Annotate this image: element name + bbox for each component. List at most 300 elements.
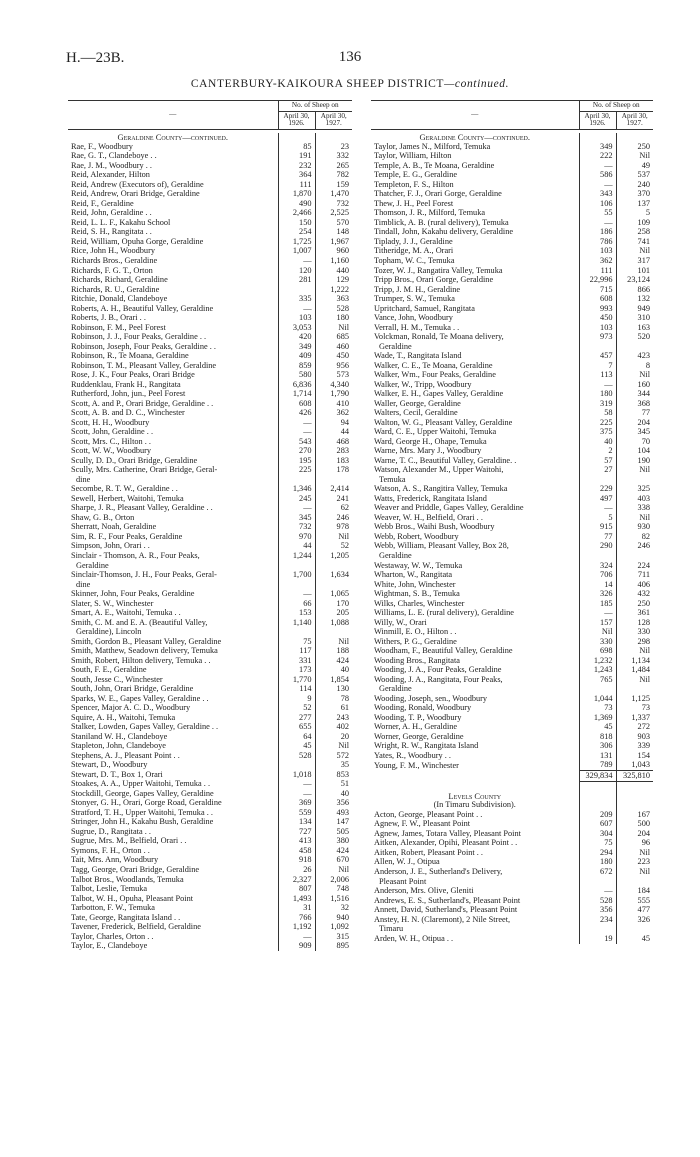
table-row	[371, 313, 653, 323]
sheep-1927: 2,414	[315, 485, 352, 495]
holder-name: Trumper, S. W., Temuka	[374, 294, 455, 304]
table-row	[371, 723, 653, 733]
table-row	[371, 266, 653, 276]
sheep-1926: 807	[278, 884, 315, 894]
sheep-1927	[616, 551, 653, 561]
sheep-1927: 782	[315, 171, 352, 181]
sheep-1927: 572	[315, 751, 352, 761]
sheep-1927: 2,006	[315, 875, 352, 885]
holder-name: South, John, Orari Bridge, Geraldine	[71, 684, 194, 694]
holder-name: Willy, W., Orari	[374, 617, 427, 627]
holder-name: Volckman, Ronald, Te Moana delivery,	[374, 332, 504, 342]
sheep-1927: 403	[616, 494, 653, 504]
sheep-1926: 2,466	[278, 209, 315, 219]
sheep-1927: 283	[315, 447, 352, 457]
holder-name: Slater, S. W., Winchester	[71, 598, 154, 608]
holder-name: Yates, R., Woodbury . .	[374, 751, 451, 760]
sheep-1927: 895	[315, 942, 352, 952]
holder-name: Robinson, J. J., Four Peaks, Geraldine . .	[71, 332, 207, 342]
sheep-1927: 159	[315, 180, 352, 190]
sheep-1927: 1,160	[315, 256, 352, 266]
sheep-1927: 40	[315, 666, 352, 676]
holder-name: Watson, Alexander M., Upper Waitohi,	[374, 465, 504, 475]
table-row	[68, 656, 352, 666]
right-table-header	[371, 101, 653, 133]
sheep-1927: 183	[315, 456, 352, 466]
table-row	[371, 447, 653, 457]
table-row	[371, 390, 653, 400]
sheep-1927: 298	[616, 637, 653, 647]
sheep-1926: 655	[278, 723, 315, 733]
sheep-1926: 304	[579, 829, 616, 839]
sheep-1927	[616, 924, 653, 934]
sheep-1926	[278, 561, 315, 571]
sheep-1927: 528	[315, 304, 352, 314]
sheep-1926: 229	[579, 485, 616, 495]
sheep-1926: 915	[579, 523, 616, 533]
holder-name: Upritchard, Samuel, Rangitata	[374, 303, 475, 313]
table-row	[371, 810, 653, 820]
holder-name: Timaru	[379, 924, 404, 934]
table-row	[68, 171, 352, 181]
sheep-1927: 104	[616, 447, 653, 457]
sheep-1926: 22,996	[579, 275, 616, 285]
sheep-1926	[278, 761, 315, 771]
holder-name: Sharpe, J. R., Pleasant Valley, Geraldine . .	[71, 503, 213, 513]
sheep-1927: 148	[315, 228, 352, 238]
holder-name: Watts, Frederick, Rangitata Island	[374, 494, 487, 503]
table-row	[68, 837, 352, 847]
sheep-1927: 32	[315, 903, 352, 913]
table-row	[68, 485, 352, 495]
holder-name: Skinner, John, Four Peaks, Geraldine	[71, 589, 195, 599]
holder-name: Temple, A. B., Te Moana, Geraldine	[374, 161, 495, 170]
holder-name: Spencer, Major A. C. D., Woodbury	[71, 703, 191, 713]
col-1926-header: April 30, 1926.	[579, 111, 616, 129]
report-reference: H.—23B.	[66, 50, 125, 66]
sheep-1926: 356	[579, 905, 616, 915]
sheep-1927: 204	[616, 829, 653, 839]
table-row	[68, 275, 352, 285]
holder-name: Smith, C. M. and E. A. (Beautiful Valley,	[71, 617, 208, 627]
holder-name: Stephens, A. J., Pleasant Point . .	[71, 751, 180, 760]
holder-name: Sparks, W. E., Gapes Valley, Geraldine . .	[71, 694, 209, 703]
sheep-1927: 20	[315, 732, 352, 742]
holder-name: Wade, T., Rangitata Island	[374, 351, 462, 361]
sheep-1926: 1,244	[278, 551, 315, 561]
sheep-1926: 186	[579, 228, 616, 238]
holder-name: Pleasant Point	[379, 876, 427, 886]
sheep-1926: 40	[579, 437, 616, 447]
sheep-1926: 195	[278, 456, 315, 466]
holder-name: Smith, Gordon B., Pleasant Valley, Geraldine	[71, 637, 222, 646]
table-row	[68, 599, 352, 609]
sheep-1927: 1,634	[315, 570, 352, 580]
sheep-1926: 789	[579, 761, 616, 771]
sheep-1927: 137	[616, 199, 653, 209]
sheep-1926: 457	[579, 352, 616, 362]
table-row	[371, 361, 653, 371]
sheep-1927: 224	[616, 561, 653, 571]
sheep-1926: 490	[278, 199, 315, 209]
table-row	[371, 781, 653, 791]
table-row	[68, 409, 352, 419]
table-row	[371, 485, 653, 495]
table-row	[68, 570, 352, 580]
holder-name: Sinclair - Thomson, A. R., Four Peaks,	[71, 551, 200, 560]
sheep-1926: 458	[278, 846, 315, 856]
sheep-1926: 765	[579, 675, 616, 685]
sheep-1926: 543	[278, 437, 315, 447]
table-row	[371, 409, 653, 419]
holder-name: Agnew, James, Totara Valley, Pleasant Point	[374, 829, 521, 838]
holder-name: (In Timaru Subdivision).	[433, 800, 516, 810]
holder-name: Ward, C. E., Upper Waitohi, Temuka	[374, 427, 497, 437]
holder-name: Roberts, A. H., Beautiful Valley, Geraldine	[71, 303, 214, 313]
table-row	[371, 323, 653, 333]
holder-name: Templeton, F. S., Hilton	[374, 180, 454, 189]
title-continued: —continued.	[444, 78, 510, 90]
sheep-1927: 180	[315, 313, 352, 323]
sheep-1926: 375	[579, 428, 616, 438]
table-row	[371, 532, 653, 542]
table-row	[371, 247, 653, 257]
sheep-1927: 940	[315, 913, 352, 923]
sheep-1926: 222	[579, 152, 616, 162]
sheep-1927: Nil	[315, 865, 352, 875]
sheep-1927: 96	[616, 839, 653, 849]
table-row	[371, 867, 653, 877]
holder-name: Tarbotton, F. W., Temuka	[71, 903, 155, 913]
table-row	[68, 256, 352, 266]
table-row	[371, 171, 653, 181]
holder-name: Talbot, Leslie, Temuka	[71, 884, 148, 894]
sheep-1927: 978	[315, 523, 352, 533]
sheep-1927: 493	[315, 808, 352, 818]
sheep-1927: 77	[616, 409, 653, 419]
table-row	[68, 932, 352, 942]
holder-name: Woodham, F., Beautiful Valley, Geraldine	[374, 646, 513, 656]
sheep-1926: 1,770	[278, 675, 315, 685]
table-row	[68, 228, 352, 238]
sheep-1926: 324	[579, 561, 616, 571]
holder-name: Agnew, F. W., Pleasant Point	[374, 819, 471, 829]
sheep-1926	[579, 551, 616, 561]
sheep-1927: 8	[616, 361, 653, 371]
sheep-1927: 190	[616, 456, 653, 466]
sheep-1927: 2,525	[315, 209, 352, 219]
table-row	[371, 142, 653, 152]
sheep-1926: 66	[278, 599, 315, 609]
sheep-1926: 409	[278, 352, 315, 362]
holder-name: Tindall, John, Kakahu delivery, Geraldine	[374, 227, 514, 237]
table-row	[68, 751, 352, 761]
table-row	[371, 751, 653, 761]
table-row	[371, 209, 653, 219]
holder-name: Talbot, W. H., Opuha, Pleasant Point	[71, 893, 194, 903]
sheep-1926: 859	[278, 361, 315, 371]
holder-name: Shaw, G. B., Orton	[71, 513, 135, 522]
sheep-1927: 1,484	[616, 666, 653, 676]
table-row	[68, 694, 352, 704]
sheep-1927: 1,134	[616, 656, 653, 666]
table-row	[68, 371, 352, 381]
sheep-1927: 570	[315, 218, 352, 228]
holder-name: Ritchie, Donald, Clandeboye	[71, 294, 168, 304]
table-row	[371, 285, 653, 295]
holder-name: Titheridge, M. A., Orari	[374, 246, 454, 256]
table-row	[371, 580, 653, 590]
sheep-1926: 1,870	[278, 190, 315, 200]
holder-name: Reid, Alexander, Hilton	[71, 170, 150, 180]
sheep-1926: 117	[278, 647, 315, 657]
sheep-1927: 163	[616, 323, 653, 333]
holder-name: Tripp Bros., Orari Gorge, Geraldine	[374, 275, 494, 285]
sheep-1927: 250	[616, 599, 653, 609]
sheep-1926: 766	[278, 913, 315, 923]
holder-name: Stapleton, John, Clandeboye	[71, 741, 166, 751]
sheep-1927: 956	[315, 361, 352, 371]
holder-name: Richards, R. U., Geraldine	[71, 284, 160, 294]
sheep-1926	[278, 580, 315, 590]
table-row	[371, 589, 653, 599]
sheep-1926: 818	[579, 732, 616, 742]
table-row	[371, 608, 653, 618]
holder-name: Verrall, H. M., Temuka . .	[374, 323, 460, 332]
sheep-1927: 70	[616, 437, 653, 447]
sheep-1926: 450	[579, 313, 616, 323]
sheep-1926: 1,007	[278, 247, 315, 257]
sheep-1926: 225	[278, 466, 315, 476]
sheep-1926: 103	[579, 323, 616, 333]
sheep-1926: 732	[278, 523, 315, 533]
table-row	[68, 666, 352, 676]
sheep-1927: 243	[315, 713, 352, 723]
table-row	[371, 180, 653, 190]
holder-name: Scott, A. B. and D. C., Winchester	[71, 408, 185, 418]
table-row	[371, 858, 653, 868]
table-row	[371, 437, 653, 447]
table-row	[68, 304, 352, 314]
table-row	[68, 827, 352, 837]
holder-name: Smith, Robert, Hilton delivery, Temuka . .	[71, 656, 211, 665]
holder-name: South, F. E., Geraldine	[71, 665, 147, 675]
table-row	[68, 789, 352, 799]
sheep-1927: 1,205	[315, 551, 352, 561]
sheep-1927: Nil	[616, 247, 653, 257]
sheep-1926: 114	[278, 685, 315, 695]
sheep-1927: 317	[616, 256, 653, 266]
table-row	[68, 618, 352, 628]
holder-name: Sewell, Herbert, Waitohi, Temuka	[71, 494, 184, 503]
sheep-1926: 209	[579, 810, 616, 820]
holder-name: Tozer, W. J., Rangatira Valley, Temuka	[374, 265, 503, 275]
sheep-1927: 188	[315, 647, 352, 657]
table-row	[68, 199, 352, 209]
sheep-1927	[616, 877, 653, 887]
holder-name: Temple, E. G., Geraldine	[374, 170, 458, 180]
table-row	[68, 428, 352, 438]
sheep-1927: Nil	[616, 675, 653, 685]
holder-name: Geraldine	[379, 342, 412, 351]
sheep-1927: 250	[616, 142, 653, 152]
holder-name: Scott, A. and P., Orari Bridge, Geraldine . .	[71, 399, 214, 408]
sheep-1927: 178	[315, 466, 352, 476]
sheep-1927: 732	[315, 199, 352, 209]
sheep-1927: Nil	[315, 637, 352, 647]
holder-name: Williams, L. E. (rural delivery), Geraldine	[374, 608, 514, 618]
holder-name: Rutherford, John, jun., Peel Forest	[71, 389, 186, 399]
holder-name: Scott, H. H., Woodbury	[71, 418, 150, 427]
table-row	[371, 829, 653, 839]
sheep-1927: 330	[616, 628, 653, 638]
sheep-1926: 343	[579, 190, 616, 200]
table-row	[371, 905, 653, 915]
col-1927-header: April 30, 1927.	[616, 111, 653, 129]
table-row	[68, 180, 352, 190]
sheep-1927: 167	[616, 810, 653, 820]
table-row	[68, 142, 352, 152]
holder-name: Anderson, Mrs. Olive, Gleniti	[374, 886, 474, 896]
table-row	[371, 152, 653, 162]
sheep-1927: 101	[616, 266, 653, 276]
holder-name: Rae, F., Woodbury	[71, 142, 133, 151]
sheep-1926: 335	[278, 294, 315, 304]
sheep-1927: Nil	[616, 152, 653, 162]
table-row	[371, 647, 653, 657]
holder-name: Smith, Matthew, Seadown delivery, Temuka	[71, 646, 218, 656]
sheep-1927: 310	[616, 313, 653, 323]
table-row	[68, 647, 352, 657]
sheep-1927: 440	[315, 266, 352, 276]
sheep-1927: 339	[616, 742, 653, 752]
table-row	[68, 247, 352, 257]
table-row	[68, 237, 352, 247]
table-row	[371, 161, 653, 171]
holder-name: Geraldine), Lincoln	[76, 627, 142, 637]
table-row	[371, 380, 653, 390]
sheep-1927: 1,088	[315, 618, 352, 628]
table-row	[68, 561, 352, 571]
table-row	[371, 542, 653, 552]
sheep-1926: 1,346	[278, 485, 315, 495]
sheep-1926: 413	[278, 837, 315, 847]
table-row	[371, 523, 653, 533]
table-row	[371, 886, 653, 896]
holder-name: Tripp, J. M. H., Geraldine	[374, 284, 461, 294]
table-row	[371, 456, 653, 466]
sheep-1927: 670	[315, 856, 352, 866]
table-row	[371, 820, 653, 830]
sheep-1927: 240	[616, 180, 653, 190]
sheep-1927: 147	[315, 818, 352, 828]
holder-name: Webb, Robert, Woodbury	[374, 532, 459, 541]
sheep-1926: 294	[579, 848, 616, 858]
right-table-body	[371, 133, 653, 944]
sheep-1926: 349	[579, 142, 616, 152]
holder-name: Wharton, W., Rangitata	[374, 570, 453, 580]
holder-name: Sugrue, Mrs. M., Belfield, Orari . .	[71, 836, 187, 846]
table-row	[371, 618, 653, 628]
sheep-1927: 903	[616, 732, 653, 742]
table-row	[68, 742, 352, 752]
holder-name: Rae, J. M., Woodbury . .	[71, 161, 152, 170]
sheep-1927: Nil	[616, 371, 653, 381]
holder-name: Thew, J. H., Peel Forest	[374, 199, 454, 208]
sheep-1926: 1,018	[278, 770, 315, 780]
sheep-1926: 330	[579, 637, 616, 647]
left-table-body	[68, 133, 352, 951]
sheep-1927: 555	[616, 896, 653, 906]
table-row	[68, 361, 352, 371]
sheep-1927: 61	[315, 704, 352, 714]
table-row	[68, 161, 352, 171]
sheep-1926: 5	[579, 513, 616, 523]
table-row	[68, 532, 352, 542]
sheep-1926: 19	[579, 934, 616, 944]
sheep-1926: 1,725	[278, 237, 315, 247]
sheep-1926: —	[278, 789, 315, 799]
sheep-1926: 150	[278, 218, 315, 228]
sheep-1927: 1,854	[315, 675, 352, 685]
table-row	[371, 637, 653, 647]
table-row	[68, 294, 352, 304]
sheep-1926: 420	[278, 333, 315, 343]
holder-name: Stockdill, George, Gapes Valley, Geraldine	[71, 789, 214, 798]
table-row	[68, 447, 352, 457]
holder-name: Robinson, T. M., Pleasant Valley, Geraldine	[71, 361, 217, 370]
sheep-1927: 223	[616, 858, 653, 868]
sheep-1926: —	[278, 504, 315, 514]
sheep-1927: 246	[616, 542, 653, 552]
holder-name: Wightman, S. B., Temuka	[374, 589, 460, 599]
sheep-1927	[616, 133, 653, 143]
holder-name: Tait, Mrs. Ann, Woodbury	[71, 855, 159, 865]
table-row	[371, 732, 653, 742]
holder-name: Vance, John, Woodbury	[374, 313, 453, 323]
holder-name: Rae, G. T., Clandeboye . .	[71, 151, 157, 161]
holder-name: Thatcher, F. J., Orari Gorge, Geraldine	[374, 189, 502, 199]
sheep-1926: 270	[278, 447, 315, 457]
sheep-1927	[616, 791, 653, 801]
table-row	[371, 237, 653, 247]
table-row	[68, 608, 352, 618]
table-row	[68, 675, 352, 685]
table-row	[371, 666, 653, 676]
sheep-1927: Nil	[616, 647, 653, 657]
table-row	[371, 466, 653, 476]
sheep-1927: 204	[616, 418, 653, 428]
holder-name: Robinson, F. M., Peel Forest	[71, 323, 166, 332]
name-column-header: —	[371, 101, 579, 130]
holder-name: Stewart, D. T., Box 1, Orari	[71, 770, 163, 779]
holder-name: Geraldine	[379, 551, 412, 560]
table-row	[68, 218, 352, 228]
sheep-1927: 468	[315, 437, 352, 447]
holder-name: Reid, S. H., Rangitata . .	[71, 227, 152, 237]
sheep-1927: 460	[315, 342, 352, 352]
table-row	[68, 390, 352, 400]
holder-name: Richards, F. G. T., Orton	[71, 265, 153, 275]
table-row	[68, 266, 352, 276]
sheep-1926: 120	[278, 266, 315, 276]
table-row	[68, 285, 352, 295]
sheep-1926: 153	[278, 608, 315, 618]
sheep-1926: 173	[278, 666, 315, 676]
holder-name: Talbot Bros., Woodlands, Temuka	[71, 874, 184, 884]
table-row	[68, 190, 352, 200]
table-row	[68, 323, 352, 333]
